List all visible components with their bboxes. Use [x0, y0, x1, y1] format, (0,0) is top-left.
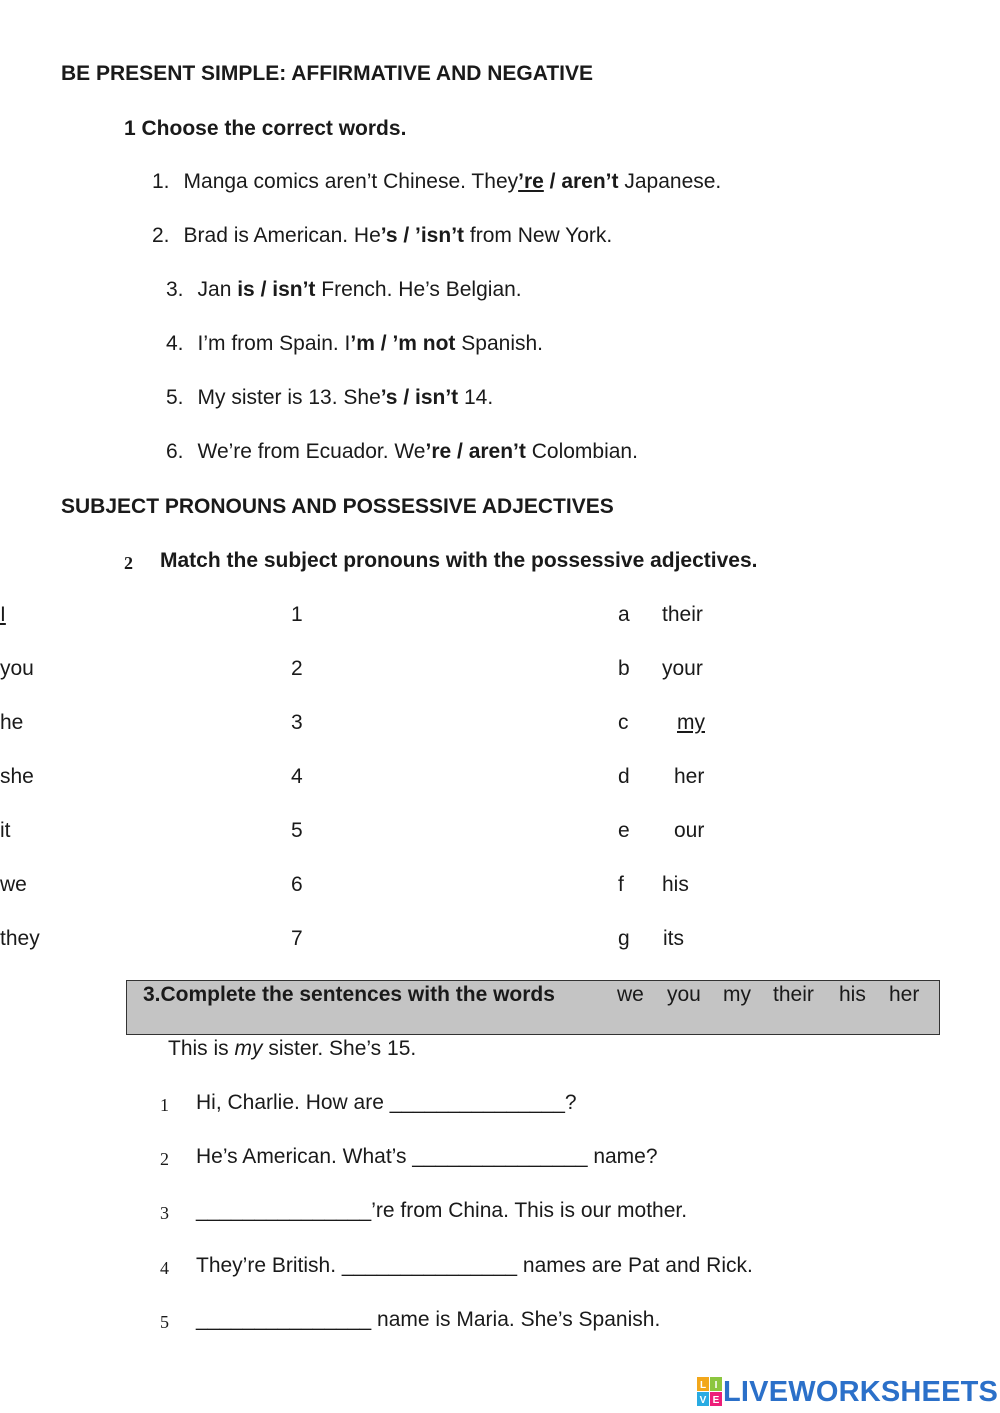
item-text: Manga comics aren’t Chinese. They — [183, 170, 519, 193]
option-two: ’m not — [392, 332, 456, 355]
pronoun-number: 4 — [291, 765, 303, 788]
exercise1-item — [166, 278, 522, 302]
option-separator: / — [374, 332, 393, 355]
adjective-letter: f — [618, 873, 624, 896]
exercise1-item — [152, 170, 721, 194]
option-two: aren’t — [468, 440, 526, 463]
option-one: ’s — [380, 224, 398, 247]
example-sentence — [168, 1037, 416, 1061]
pronoun-number: 3 — [291, 711, 303, 734]
exercise1-item — [166, 332, 543, 356]
exercise1-title: 1 Choose the correct words. — [124, 117, 407, 140]
liveworksheets-brand: LIVEWORKSHEETS — [723, 1375, 999, 1408]
item-number: 3. — [166, 278, 184, 301]
option-separator: / — [543, 170, 562, 193]
sentence-text: He’s American. What’s _______________ name? — [196, 1145, 658, 1168]
word-bank-item: my — [723, 983, 751, 1006]
option-one: ’s — [380, 386, 398, 409]
pronoun-word: he — [0, 711, 24, 734]
liveworksheets-logo — [697, 1376, 998, 1408]
option-separator: / — [397, 224, 416, 247]
sentence-text: Hi, Charlie. How are _______________? — [196, 1091, 577, 1114]
adjective-word: your — [662, 657, 703, 680]
sentence-number: 4 — [160, 1258, 169, 1278]
word-bank-item: we — [617, 983, 644, 1006]
item-number: 6. — [166, 440, 184, 463]
pronoun-number: 2 — [291, 657, 303, 680]
word-box — [126, 980, 940, 1035]
option-separator: / — [397, 386, 415, 409]
exercise3-title: 3.Complete the sentences with the words — [143, 983, 555, 1006]
option-one: ’m — [350, 332, 375, 355]
option-one: is — [237, 278, 255, 301]
logo-letter: E — [712, 1395, 720, 1406]
exercise1-item — [152, 224, 612, 248]
pronoun-word: you — [0, 657, 34, 680]
adjective-letter: d — [618, 765, 630, 788]
item-number: 5. — [166, 386, 184, 409]
option-two: ’isn’t — [415, 224, 465, 247]
option-separator: / — [254, 278, 273, 301]
adjective-letter: c — [618, 711, 629, 734]
liveworksheets-logo-icon — [697, 1377, 723, 1407]
pronoun-word: they — [0, 927, 40, 950]
pronoun-word: she — [0, 765, 34, 788]
adjective-word: their — [662, 603, 703, 626]
item-number: 1. — [152, 170, 170, 193]
option-two: isn’t — [272, 278, 316, 301]
example-pre: This is — [168, 1037, 235, 1060]
sentence-number: 5 — [160, 1312, 169, 1332]
adjective-word: her — [674, 765, 705, 788]
sentence-text: _______________ name is Maria. She’s Spanish. — [196, 1308, 661, 1331]
option-two: aren’t — [561, 170, 619, 193]
adjective-letter: a — [618, 603, 630, 626]
word-bank-item: her — [889, 983, 920, 1006]
pronoun-number: 7 — [291, 927, 303, 950]
section2-title: SUBJECT PRONOUNS AND POSSESSIVE ADJECTIVES — [61, 495, 614, 518]
word-bank-item: their — [773, 983, 814, 1006]
pronoun-word: I — [0, 603, 6, 626]
option-two: isn’t — [415, 386, 459, 409]
logo-letter: V — [699, 1395, 707, 1406]
item-number: 4. — [166, 332, 184, 355]
pronoun-word: it — [0, 819, 11, 842]
item-text: Jan — [197, 278, 238, 301]
option-separator: / — [451, 440, 469, 463]
exercise1-item — [166, 440, 638, 464]
adjective-letter: b — [618, 657, 630, 680]
pronoun-number: 5 — [291, 819, 303, 842]
example-post: sister. She’s 15. — [262, 1037, 417, 1060]
exercise2-title: Match the subject pronouns with the possessive adjectives. — [160, 549, 758, 572]
adjective-word: his — [662, 873, 689, 896]
pronoun-number: 1 — [291, 603, 303, 626]
pronoun-number: 6 — [291, 873, 303, 896]
option-one: ’re — [518, 170, 544, 193]
adjective-word: its — [663, 927, 684, 950]
item-text-end: Japanese. — [618, 170, 722, 193]
item-text-end: from New York. — [464, 224, 613, 247]
adjective-letter: g — [618, 927, 630, 950]
word-bank-item: you — [667, 983, 701, 1006]
exercise2-number: 2 — [124, 553, 133, 573]
sentence-text: _______________’re from China. This is our mother. — [196, 1199, 688, 1222]
logo-letter: I — [714, 1380, 718, 1391]
sentence-number: 3 — [160, 1203, 169, 1223]
item-text: We’re from Ecuador. We — [197, 440, 426, 463]
item-text: My sister is 13. She — [197, 386, 381, 409]
example-word: my — [234, 1037, 263, 1060]
item-text-end: French. He’s Belgian. — [315, 278, 522, 301]
pronoun-word: we — [0, 873, 27, 896]
item-text: I’m from Spain. I — [197, 332, 351, 355]
item-number: 2. — [152, 224, 170, 247]
exercise1-item — [166, 386, 493, 410]
logo-letter: L — [699, 1380, 707, 1391]
item-text-end: Colombian. — [525, 440, 638, 463]
section1-title: BE PRESENT SIMPLE: AFFIRMATIVE AND NEGATIVE — [61, 62, 594, 85]
sentence-text: They’re British. _______________ names are Pat and Rick. — [196, 1254, 753, 1277]
adjective-word: our — [674, 819, 705, 842]
option-one: ’re — [425, 440, 452, 463]
sentence-number: 1 — [160, 1095, 169, 1115]
word-bank-item: his — [839, 983, 866, 1006]
item-text-end: 14. — [458, 386, 494, 409]
sentence-number: 2 — [160, 1149, 169, 1169]
adjective-letter: e — [618, 819, 630, 842]
adjective-word: my — [677, 711, 705, 734]
item-text-end: Spanish. — [455, 332, 543, 355]
item-text: Brad is American. He — [183, 224, 381, 247]
